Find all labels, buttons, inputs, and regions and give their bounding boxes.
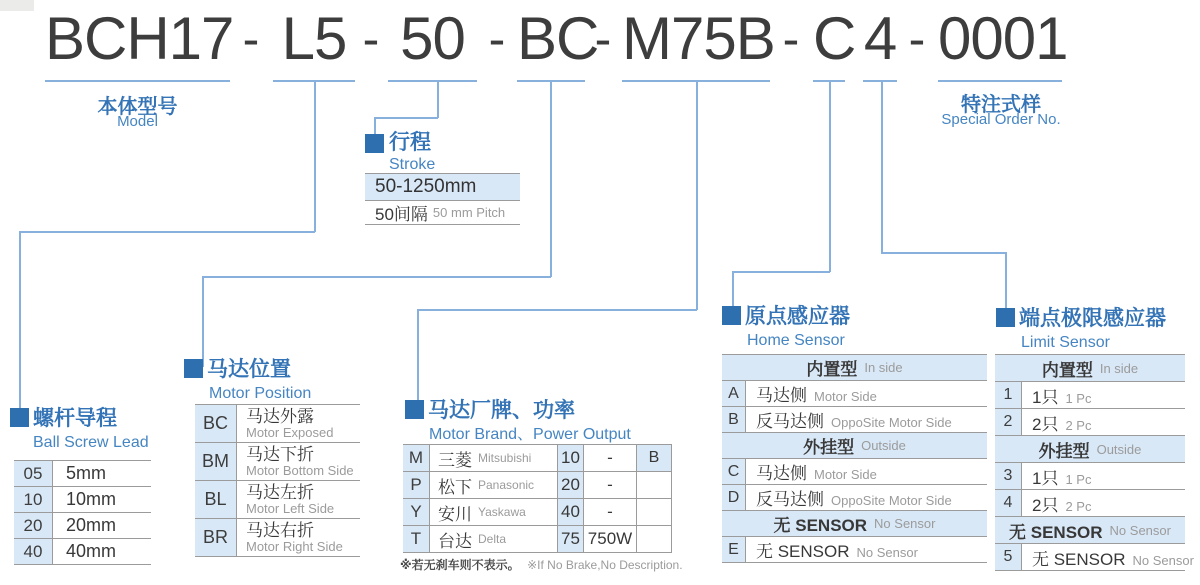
model-label-zh: 本体型号 (97, 96, 178, 118)
motor-position-title-en: Motor Position (209, 385, 312, 402)
power-value: 750W (584, 526, 637, 552)
sensor-code: B (722, 407, 746, 432)
brand-code: Y (403, 499, 430, 525)
code-separator: - (908, 11, 926, 67)
sensor-code: 5 (995, 544, 1022, 570)
stroke-table (365, 173, 520, 225)
table-row: E 无 SENSOR No Sensor (722, 537, 987, 563)
stroke-range: 50-1250mm (375, 176, 477, 197)
position-code: BM (195, 443, 237, 480)
brand-code: T (403, 526, 430, 552)
connector-line (1005, 252, 1007, 310)
stroke-pitch-zh: 50间隔 (375, 205, 428, 224)
brand-zh: 松下 (438, 477, 472, 497)
table-row: 2 2只 2 Pc (995, 409, 1185, 436)
table-row (403, 499, 672, 526)
position-zh: 马达外露 (246, 407, 314, 426)
table-row (195, 481, 360, 519)
connector-line (374, 117, 376, 135)
ball-screw-lead-table (14, 460, 151, 565)
table-header-row: 外挂型 Outside (995, 436, 1185, 463)
code-segment-home-sensor: C (813, 5, 856, 72)
table-row (195, 405, 360, 443)
special-order-label-zh: 特注式样 (961, 94, 1041, 116)
brand-en: Panasonic (478, 478, 535, 492)
connector-line (374, 117, 438, 119)
stroke-pitch-en: 50 mm Pitch (432, 205, 506, 220)
table-row (14, 461, 151, 487)
lead-code: 10 (14, 487, 53, 512)
brake-note-en: ※If No Brake,No Description. (527, 558, 683, 572)
brand-code: M (403, 445, 430, 471)
code-segment-motor-brand: M75B (622, 5, 775, 72)
code-separator: - (594, 11, 612, 67)
table-header-row: 外挂型 Outside (722, 433, 987, 459)
sensor-code: 2 (995, 409, 1022, 435)
brand-en: Yaskawa (478, 505, 526, 519)
brand-zh: 安川 (438, 504, 472, 524)
code-segment-lead: L5 (281, 5, 347, 72)
table-row: 3 1只 1 Pc (995, 463, 1185, 490)
table-row (365, 201, 520, 225)
connector-line (314, 82, 316, 232)
position-en: Motor Right Side (246, 539, 343, 554)
underline (45, 80, 230, 82)
section-marker-icon (184, 359, 203, 378)
motor-position-table (195, 404, 360, 557)
section-marker-icon (10, 408, 29, 427)
connector-line (881, 252, 1006, 254)
home-sensor-title-zh: 原点感应器 (745, 305, 850, 328)
brake-note (400, 556, 683, 574)
code-segment-special: 0001 (938, 5, 1068, 72)
power-value: - (584, 499, 637, 525)
connector-line (417, 309, 697, 311)
sensor-code: 4 (995, 490, 1022, 516)
stroke-title-en: Stroke (389, 156, 436, 173)
sensor-code: A (722, 381, 746, 406)
power-value: - (584, 445, 637, 471)
special-order-label-en: Special Order No. (941, 111, 1061, 128)
underline (388, 80, 477, 82)
code-segment-limit-sensor: 4 (863, 5, 897, 72)
position-zh: 马达下折 (246, 445, 314, 464)
table-row: 1 1只 1 Pc (995, 382, 1185, 409)
lead-title-zh: 螺杆导程 (33, 407, 117, 430)
sensor-code: D (722, 485, 746, 510)
sensor-code: C (722, 459, 746, 484)
underline (863, 80, 897, 82)
lead-code: 40 (14, 539, 53, 564)
connector-line (417, 309, 419, 405)
section-marker-icon (365, 134, 384, 153)
lead-value: 20mm (66, 515, 117, 535)
power-code: 10 (558, 445, 584, 471)
position-en: Motor Bottom Side (246, 463, 354, 478)
table-row: C 马达侧 Motor Side (722, 459, 987, 485)
table-row (365, 174, 520, 201)
code-separator: - (362, 11, 380, 67)
sensor-code: 1 (995, 382, 1022, 408)
connector-line (202, 276, 551, 278)
table-row (403, 445, 672, 472)
table-row (14, 487, 151, 513)
power-code: 75 (558, 526, 584, 552)
motor-position-title-zh: 马达位置 (207, 358, 291, 381)
lead-code: 20 (14, 513, 53, 538)
table-header-row: 内置型 In side (722, 355, 987, 381)
brand-zh: 台达 (438, 531, 472, 551)
connector-line (202, 276, 204, 367)
position-zh: 马达右折 (246, 521, 314, 540)
table-row: B 反马达侧 OppoSite Motor Side (722, 407, 987, 433)
table-header-row: 无 SENSOR No Sensor (995, 517, 1185, 544)
position-code: BR (195, 519, 237, 556)
brake-code: B (637, 445, 672, 471)
stroke-title-zh: 行程 (389, 131, 431, 154)
brand-en: Delta (478, 532, 507, 546)
page-corner-artifact (0, 0, 34, 11)
connector-line (732, 271, 734, 308)
table-row (195, 519, 360, 557)
position-code: BC (195, 405, 237, 442)
connector-line (19, 231, 315, 233)
home-sensor-table (722, 354, 987, 563)
position-en: Motor Left Side (246, 501, 335, 516)
brand-code: P (403, 472, 430, 498)
lead-value: 5mm (66, 463, 106, 483)
table-row: A 马达侧 Motor Side (722, 381, 987, 407)
connector-line (696, 82, 698, 310)
power-value: - (584, 472, 637, 498)
table-row (403, 472, 672, 499)
section-marker-icon (722, 306, 741, 325)
code-segment-stroke: 50 (400, 5, 465, 72)
brake-note-zh: ※若无刹车则不表示。 (400, 558, 520, 572)
brand-zh: 三菱 (438, 450, 472, 470)
limit-sensor-table (995, 354, 1194, 571)
connector-line (732, 271, 830, 273)
lead-code: 05 (14, 461, 53, 486)
underline (938, 80, 1062, 82)
table-row (14, 513, 151, 539)
table-row (195, 443, 360, 481)
sensor-code: 3 (995, 463, 1022, 489)
code-segment-motor-pos: BC (517, 5, 599, 72)
table-row: D 反马达侧 OppoSite Motor Side (722, 485, 987, 511)
home-sensor-title-en: Home Sensor (747, 332, 845, 349)
table-row (14, 539, 151, 565)
code-segment-series: BCH17 (45, 5, 234, 72)
power-code: 20 (558, 472, 584, 498)
brake-code (637, 499, 672, 525)
connector-line (437, 82, 439, 118)
brand-en: Mitsubishi (478, 451, 532, 465)
brake-code (637, 472, 672, 498)
power-code: 40 (558, 499, 584, 525)
brake-code (637, 526, 672, 552)
table-row: 5 无 SENSOR No Sensor (995, 544, 1185, 571)
connector-line (19, 231, 21, 411)
position-en: Motor Exposed (246, 425, 334, 440)
limit-sensor-title-zh: 端点极限感应器 (1019, 307, 1166, 330)
lead-value: 40mm (66, 541, 117, 561)
motor-brand-title-en: Motor Brand、Power Output (429, 426, 631, 443)
connector-line (829, 82, 831, 272)
table-row: 4 2只 2 Pc (995, 490, 1185, 517)
code-separator: - (782, 11, 800, 67)
position-zh: 马达左折 (246, 483, 314, 502)
motor-brand-title-zh: 马达厂牌、功率 (428, 399, 575, 422)
sensor-code: E (722, 537, 746, 562)
table-row (403, 526, 672, 553)
code-separator: - (488, 11, 506, 67)
connector-line (881, 82, 883, 253)
section-marker-icon (996, 308, 1015, 327)
table-header-row: 内置型 In side (995, 355, 1185, 382)
table-header-row: 无 SENSOR No Sensor (722, 511, 987, 537)
code-separator: - (242, 11, 260, 67)
lead-title-en: Ball Screw Lead (33, 434, 149, 451)
connector-line (550, 82, 552, 277)
lead-value: 10mm (66, 489, 117, 509)
section-marker-icon (405, 400, 424, 419)
limit-sensor-title-en: Limit Sensor (1021, 334, 1110, 351)
motor-brand-table (403, 444, 672, 553)
position-code: BL (195, 481, 237, 518)
model-label-en: Model (117, 113, 158, 130)
